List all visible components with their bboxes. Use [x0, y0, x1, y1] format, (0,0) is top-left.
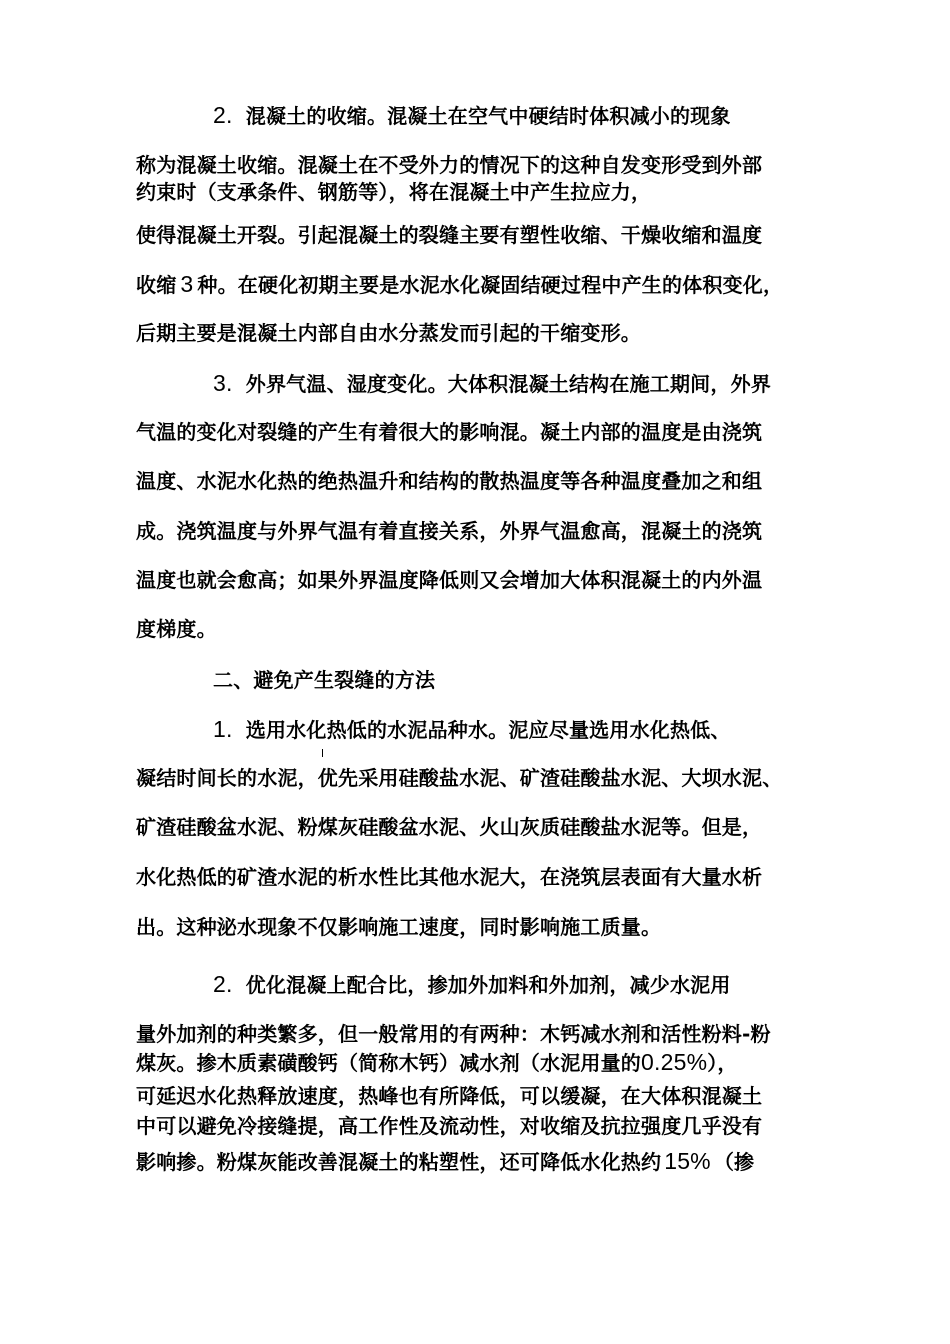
p1-number: 2. — [213, 102, 233, 128]
p4-line-6-num: 15% — [664, 1148, 711, 1174]
p2-line-5: 温度也就会愈高；如果外界温度降低则又会增加大体积混凝土的内外温 — [136, 568, 763, 592]
p1-line-6: 后期主要是混凝土内部自由水分蒸发而引起的干缩变形。 — [136, 321, 641, 345]
p1-line-5-num: 3 — [180, 271, 194, 297]
p2-line-3: 温度、水泥水化热的绝热温升和结构的散热温度等各种温度叠加之和组 — [136, 469, 763, 493]
p2-number: 3. — [213, 370, 233, 396]
p4-line-2: 量外加剂的种类繁多，但一般常用的有两种：木钙减水剂和活性粉料-粉 — [136, 1022, 771, 1046]
section-heading: 二、避免产生裂缝的方法 — [213, 668, 436, 692]
p3-line-1 — [213, 717, 731, 742]
p4-line-1 — [213, 972, 731, 997]
p1-line-1 — [213, 103, 731, 128]
p1-line-2: 称为混凝土收缩。混凝土在不受外力的情况下的这种自发变形受到外部 — [136, 153, 763, 177]
p4-line-6 — [136, 1149, 754, 1174]
p4-line-3-pre: 煤灰。掺木质素磺酸钙（简称木钙）减水剂（水泥用量的 — [136, 1051, 641, 1075]
p3-line-3: 矿渣硅酸盆水泥、粉煤灰硅酸盆水泥、火山灰质硅酸盐水泥等。但是， — [136, 815, 763, 839]
p4-line-6-pre: 影响掺。粉煤灰能改善混凝土的粘塑性，还可降低水化热约 — [136, 1150, 662, 1174]
p3-line-2: 凝结时间长的水泥，优先采用硅酸盐水泥、矿渣硅酸盐水泥、大坝水泥、 — [136, 766, 783, 790]
p1-line-5-post: 种。在硬化初期主要是水泥水化凝固结硬过程中产生的体积变化， — [197, 273, 784, 297]
p4-line-3-num: 0.25% — [641, 1049, 708, 1075]
p1-line-4: 使得混凝土开裂。引起混凝土的裂缝主要有塑性收缩、干燥收缩和温度 — [136, 223, 763, 247]
p4-line-1-text: 优化混凝上配合比，掺加外加料和外加剂，减少水泥用 — [245, 973, 731, 997]
p3-line-4: 水化热低的矿渣水泥的析水性比其他水泥大，在浇筑层表面有大量水析 — [136, 865, 763, 889]
p1-line-3: 约束时（支承条件、钢筋等），将在混凝土中产生拉应力， — [136, 180, 652, 204]
p2-line-1-text: 外界气温、湿度变化。大体积混凝土结构在施工期间，外界 — [245, 372, 771, 396]
stray-mark — [322, 749, 323, 757]
p4-line-3-post: ）， — [707, 1051, 738, 1075]
p4-line-6-post: （掺 — [713, 1150, 755, 1174]
p2-line-1 — [213, 371, 771, 396]
p2-line-6: 度梯度。 — [136, 617, 217, 641]
p4-line-4: 可延迟水化热释放速度，热峰也有所降低，可以缓凝，在大体积混凝土 — [136, 1084, 763, 1108]
p1-line-1-text: 混凝土的收缩。混凝土在空气中硬结时体积减小的现象 — [245, 104, 731, 128]
p3-number: 1. — [213, 716, 233, 742]
p2-line-2: 气温的变化对裂缝的产生有着很大的影响混。凝土内部的温度是由浇筑 — [136, 420, 763, 444]
p3-line-1-text: 选用水化热低的水泥品种水。泥应尽量选用水化热低、 — [245, 718, 731, 742]
p3-line-5: 出。这种泌水现象不仅影响施工速度，同时影响施工质量。 — [136, 915, 662, 939]
p4-line-5: 中可以避免冷接缝提，高工作性及流动性，对收缩及抗拉强度几乎没有 — [136, 1114, 763, 1138]
p1-line-5 — [136, 272, 783, 297]
p4-line-3 — [136, 1050, 738, 1075]
p2-line-4: 成。浇筑温度与外界气温有着直接关系，外界气温愈高，混凝土的浇筑 — [136, 519, 763, 543]
p4-number: 2. — [213, 971, 233, 997]
p1-line-5-pre: 收缩 — [136, 273, 177, 297]
